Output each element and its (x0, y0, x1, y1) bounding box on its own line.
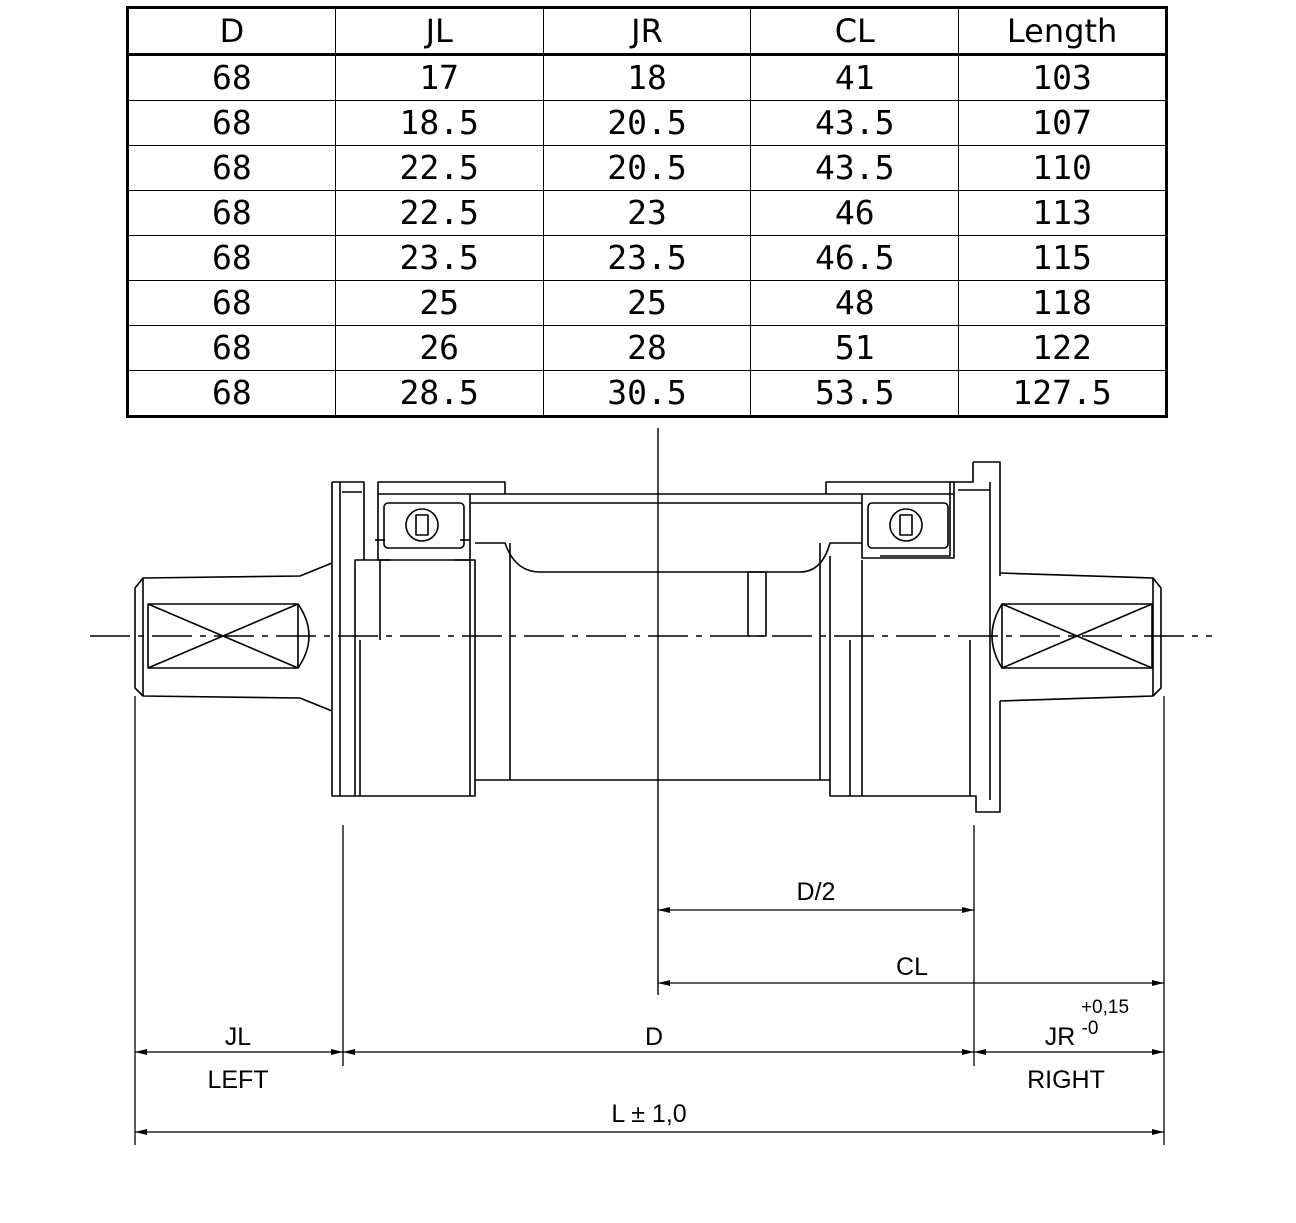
cell-jr: 18 (543, 55, 751, 101)
label-half-shell: D/2 (796, 878, 836, 906)
right-cup (830, 462, 1000, 812)
label-chainline: CL (896, 953, 928, 981)
cell-jr: 28 (543, 326, 751, 371)
header-length: Length (959, 8, 1167, 55)
cell-cl: 48 (751, 281, 959, 326)
left-spindle-taper (135, 563, 332, 711)
cell-cl: 51 (751, 326, 959, 371)
cell-cl: 43.5 (751, 146, 959, 191)
cell-jl: 22.5 (335, 146, 543, 191)
cell-length: 110 (959, 146, 1167, 191)
cell-cl: 53.5 (751, 371, 959, 417)
cell-jl: 23.5 (335, 236, 543, 281)
label-tolerance-plus: +0,15 (1080, 997, 1130, 1018)
cell-jr: 30.5 (543, 371, 751, 417)
cell-d: 68 (128, 371, 336, 417)
cell-length: 115 (959, 236, 1167, 281)
cell-d: 68 (128, 326, 336, 371)
cell-cl: 46 (751, 191, 959, 236)
cell-jr: 25 (543, 281, 751, 326)
label-shell-width: D (644, 1023, 664, 1051)
label-right-side: RIGHT (1027, 1066, 1105, 1094)
cell-length: 127.5 (959, 371, 1167, 417)
right-spindle-taper (992, 573, 1161, 701)
cell-d: 68 (128, 281, 336, 326)
label-tolerance-minus: -0 (1081, 1018, 1099, 1039)
cell-jl: 17 (335, 55, 543, 101)
left-cup (332, 482, 475, 796)
header-cl: CL (751, 8, 959, 55)
label-left-side: LEFT (207, 1066, 269, 1094)
header-jr: JR (543, 8, 751, 55)
cell-jl: 26 (335, 326, 543, 371)
cell-jl: 25 (335, 281, 543, 326)
spindle-body (470, 494, 862, 796)
cell-length: 113 (959, 191, 1167, 236)
cell-jr: 23 (543, 191, 751, 236)
label-total-length: L ± 1,0 (611, 1100, 687, 1128)
cell-length: 107 (959, 101, 1167, 146)
cell-jr: 23.5 (543, 236, 751, 281)
label-left-spindle: JL (224, 1023, 252, 1051)
cell-jl: 22.5 (335, 191, 543, 236)
cell-jl: 28.5 (335, 371, 543, 417)
header-d: D (128, 8, 336, 55)
cell-d: 68 (128, 146, 336, 191)
cell-d: 68 (128, 101, 336, 146)
cell-length: 118 (959, 281, 1167, 326)
cell-jl: 18.5 (335, 101, 543, 146)
cell-length: 103 (959, 55, 1167, 101)
cell-d: 68 (128, 236, 336, 281)
header-jl: JL (335, 8, 543, 55)
cell-cl: 46.5 (751, 236, 959, 281)
cell-cl: 41 (751, 55, 959, 101)
cell-d: 68 (128, 191, 336, 236)
cell-d: 68 (128, 55, 336, 101)
cell-length: 122 (959, 326, 1167, 371)
cell-jr: 20.5 (543, 101, 751, 146)
label-right-spindle: JR (1044, 1023, 1076, 1051)
cell-cl: 43.5 (751, 101, 959, 146)
cell-jr: 20.5 (543, 146, 751, 191)
